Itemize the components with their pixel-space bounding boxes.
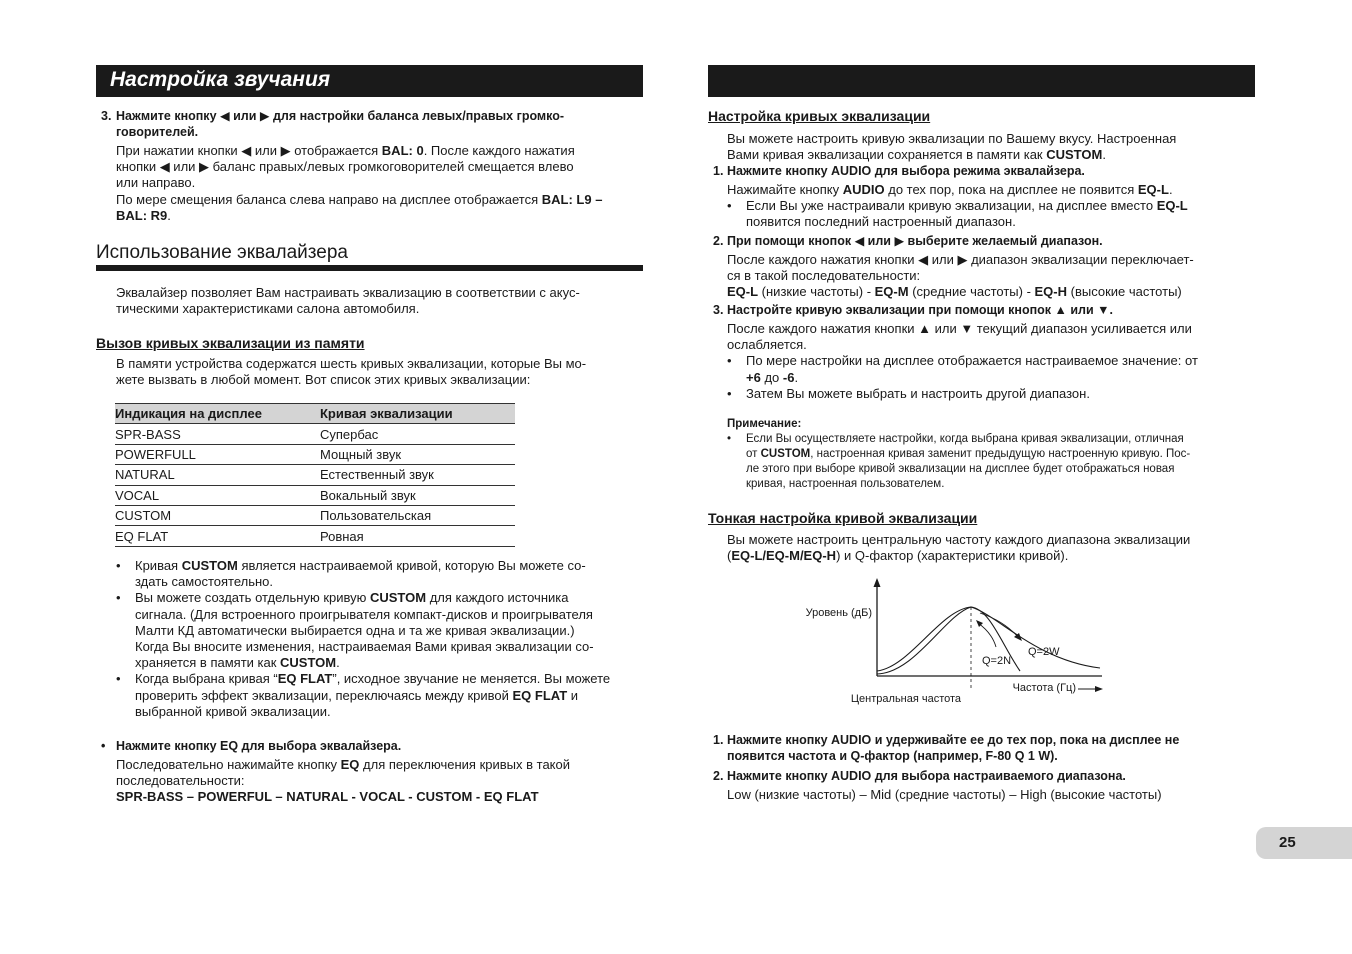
bullet-list	[116, 558, 646, 720]
heading-rule	[96, 265, 643, 271]
q-narrow-label: Q=2N	[982, 655, 1012, 667]
text-line: По мере смещения баланса слева направо на дисплее отображается BAL: L9 –	[116, 191, 603, 207]
table-row: EQ FLAT Ровная	[115, 526, 515, 546]
text-line: кнопки ◀ или ▶ баланс правых/левых громкоговорителей смещается влево	[116, 159, 574, 175]
y-axis-arrow	[874, 578, 881, 587]
fine-step-1: 1. Нажмите кнопку AUDIO и удерживайте ее до тех пор, пока на дисплее не появится частота и Q-фактор (например, F-80 Q 1 W).	[713, 733, 1180, 763]
text-line: При нажатии кнопки ◀ или ▶ отображается BAL: 0. После каждого нажатия	[116, 143, 575, 158]
table-row: CUSTOM Пользовательская	[115, 505, 515, 525]
table-row: VOCAL Вокальный звук	[115, 485, 515, 505]
q-wide-label: Q=2W	[1028, 646, 1060, 658]
table-header: Кривая эквализации	[320, 404, 515, 424]
section-header-bar-right	[708, 65, 1255, 97]
step-title: Нажмите кнопку EQ для выбора эквалайзера.	[116, 739, 402, 753]
step-title-line: Нажмите кнопку ◀ или ▶ для настройки баланса левых/правых громко-	[116, 109, 565, 123]
list-item: • Если Вы уже настраивали кривую эквализации, на дисплее вместо EQ-L появится последний настроенный диапазон.	[727, 198, 1188, 230]
eq-intro: Эквалайзер позволяет Вам настраивать эквализацию в соответствии с акус- тическими характеристиками салона автомобиля.	[116, 285, 580, 317]
center-frequency-label: Центральная частота	[850, 693, 962, 705]
eq-curve-diagram	[790, 575, 1120, 710]
curves-step-3: 3. Настройте кривую эквализации при помощи кнопок ▲ или ▼. После каждого нажатия кнопки ▲ или ▼ текущий диапазон усиливается или ослабляется. • По мере настройки на дисплее отображается настраиваемое значение: от +6 до -6. • Затем Вы можете выбрать и настроить другой диапазон.	[713, 302, 1258, 402]
table-header: Индикация на дисплее	[115, 404, 320, 424]
page-number-tab	[1256, 827, 1352, 859]
table-row: POWERFULL Мощный звук	[115, 444, 515, 464]
list-item: • Вы можете создать отдельную кривую CUSTOM для каждого источника сигнала. (Для встроенного проигрывателя компакт-дисков и проигрывателя Малти КД автоматически выбирается одна и та же кривая эквализации.) Когда Вы вносите изменения, настраиваемая Вами кривая эквализации со- храняется в памяти как CUSTOM.	[116, 590, 594, 671]
recall-heading: Вызов кривых эквализации из памяти	[96, 335, 365, 351]
fine-step-2: 2. Нажмите кнопку AUDIO для выбора настраиваемого диапазона. Low (низкие частоты) – Mid (средние частоты) – High (высокие частоты)	[713, 769, 1162, 802]
step-3	[101, 108, 646, 224]
list-item: • Кривая CUSTOM является настраиваемой кривой, которую Вы можете со- здать самостоятельно.	[116, 558, 586, 590]
x-axis-label: Частота (Гц)	[1012, 682, 1076, 694]
eq-sequence: SPR-BASS – POWERFUL – NATURAL - VOCAL - CUSTOM - EQ FLAT	[116, 789, 539, 805]
table-header-row	[115, 404, 515, 424]
fine-heading: Тонкая настройка кривой эквализации	[708, 510, 978, 526]
curves-step-1: 1. Нажмите кнопку AUDIO для выбора режима эквалайзера. Нажимайте кнопку AUDIO до тех пор, пока на дисплее не появится EQ-L. • Если Вы уже настраивали кривую эквализации, на дисплее вместо EQ-L появится последний настроенный диапазон.	[713, 163, 1258, 231]
section-header-bar	[96, 65, 643, 97]
curves-intro: Вы можете настроить кривую эквализации по Вашему вкусу. Настроенная Вами кривая эквализации сохраняется в памяти как CUSTOM.	[727, 131, 1177, 163]
recall-intro: В памяти устройства содержатся шесть кривых эквализации, которые Вы мо- жете вызвать в любой момент. Вот список этих кривых эквализации:	[116, 356, 587, 388]
eq-heading: Использование эквалайзера	[96, 242, 348, 263]
note	[727, 417, 1257, 492]
text-line: BAL: R9.	[116, 207, 171, 223]
curves-heading: Настройка кривых эквализации	[708, 108, 931, 124]
note-title: Примечание:	[727, 418, 802, 430]
text-line: или направо.	[116, 175, 196, 191]
step-number: 3.	[101, 109, 112, 123]
table-row: SPR-BASS Супербас	[115, 424, 515, 444]
curves-step-2: 2. При помощи кнопок ◀ или ▶ выберите желаемый диапазон. После каждого нажатия кнопки ◀ или ▶ диапазон эквализации переключает- ся в такой последовательности: EQ-L (низкие частоты) - EQ-M (средние частоты) - EQ-H (высокие частоты)	[713, 234, 1194, 300]
list-item: • Если Вы осуществляете настройки, когда выбрана кривая эквализации, отличная от CUSTOM, настроенная кривая заменит предыдущую настроенную кривую. Пос- ле этого при выборе кривой эквализации на дисплее будет отображаться новая кривая, настроенная пользователем.	[727, 433, 1191, 490]
press-eq-step: • Нажмите кнопку EQ для выбора эквалайзера. Последовательно нажимайте кнопку EQ для переключения кривых в такой последовательности: SPR-BASS – POWERFUL – NATURAL - VOCAL - CUSTOM - EQ FLAT	[101, 738, 646, 806]
y-axis-label: Уровень (дБ)	[805, 607, 872, 619]
list-item: • Когда выбрана кривая “EQ FLAT”, исходное звучание не меняется. Вы можете проверить эффект эквализации, переключаясь между кривой EQ FLAT и выбранной кривой эквализации.	[116, 671, 611, 719]
section-title: Настройка звучания	[110, 68, 331, 91]
table-row: NATURAL Естественный звук	[115, 465, 515, 485]
fine-intro: Вы можете настроить центральную частоту каждого диапазона эквализации (EQ-L/EQ-M/EQ-H) и Q-фактор (характеристики кривой).	[727, 532, 1191, 564]
page-number: 25	[1279, 834, 1296, 851]
step-title-line: говорителей.	[116, 125, 199, 139]
list-item: • По мере настройки на дисплее отображается настраиваемое значение: от +6 до -6.	[727, 353, 1198, 385]
list-item: • Затем Вы можете выбрать и настроить другой диапазон.	[727, 385, 1090, 401]
eq-curves-table	[115, 403, 515, 547]
